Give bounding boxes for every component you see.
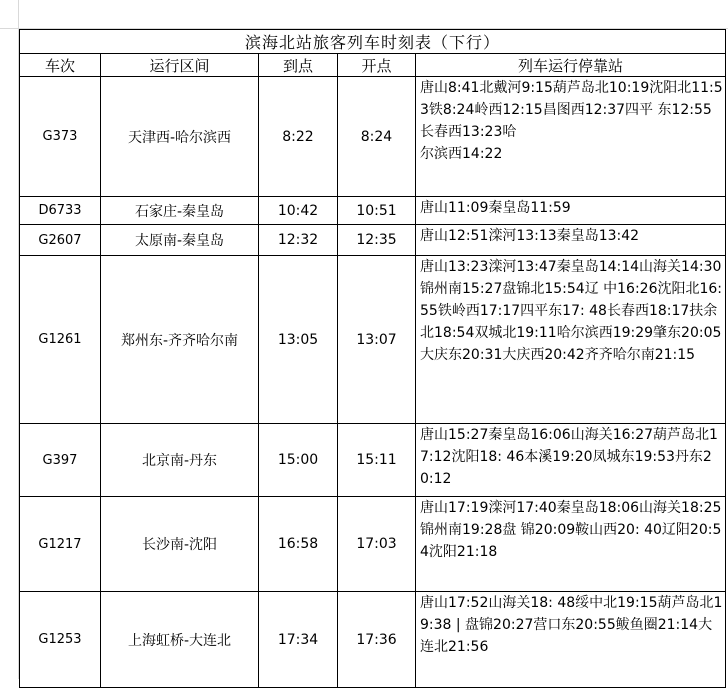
header-arrive: 到点 <box>259 54 338 77</box>
table-row <box>20 424 726 497</box>
depart-time: 10:51 <box>338 197 416 225</box>
table-row <box>20 592 726 688</box>
stop-list: 唐山15:27秦皇岛16:06山海关16:27葫芦岛北17:12沈阳18: 46本溪19:20凤城东19:53丹东20:12 <box>416 424 726 497</box>
depart-time: 12:35 <box>338 225 416 256</box>
table-row <box>20 256 726 424</box>
train-number: G2607 <box>20 225 101 256</box>
depart-time: 15:11 <box>338 424 416 497</box>
header-depart: 开点 <box>338 54 416 77</box>
route: 天津西-哈尔滨西 <box>101 77 259 197</box>
table-row <box>20 497 726 592</box>
train-number: G1253 <box>20 592 101 688</box>
route: 上海虹桥-大连北 <box>101 592 259 688</box>
train-number: G1261 <box>20 256 101 424</box>
stop-list: 唐山8:41北戴河9:15葫芦岛北10:19沈阳北11:53铁8:24岭西12:15昌图西12:37四平 东12:55长春西13:23哈 尔滨西14:22 <box>416 77 726 197</box>
train-number: G397 <box>20 424 101 497</box>
train-number: D6733 <box>20 197 101 225</box>
train-number: G1217 <box>20 497 101 592</box>
stop-list: 唐山11:09秦皇岛11:59 <box>416 197 726 225</box>
header-stops: 列车运行停靠站 <box>416 54 726 77</box>
stop-list: 唐山13:23滦河13:47秦皇岛14:14山海关14:30锦州南15:27盘锦北15:54辽 中16:26沈阳北16:55铁岭西17:17四平东17: 48长春西18:17扶余北18:54双城北19:11哈尔滨西19:29肇东20:05大庆东20:31大庆西20:42齐齐哈尔南21:15 <box>416 256 726 424</box>
stop-list: 唐山17:19滦河17:40秦皇岛18:06山海关18:25锦州南19:28盘 锦20:09鞍山西20: 40辽阳20:54沈阳21:18 <box>416 497 726 592</box>
table-title: 滨海北站旅客列车时刻表（下行） <box>20 30 726 54</box>
depart-time: 17:36 <box>338 592 416 688</box>
route: 郑州东-齐齐哈尔南 <box>101 256 259 424</box>
depart-time: 13:07 <box>338 256 416 424</box>
title-row <box>20 30 726 54</box>
arrive-time: 13:05 <box>259 256 338 424</box>
table-row <box>20 225 726 256</box>
stop-list: 唐山12:51滦河13:13秦皇岛13:42 <box>416 225 726 256</box>
header-route: 运行区间 <box>101 54 259 77</box>
route: 太原南-秦皇岛 <box>101 225 259 256</box>
arrive-time: 8:22 <box>259 77 338 197</box>
route: 石家庄-秦皇岛 <box>101 197 259 225</box>
train-number: G373 <box>20 77 101 197</box>
arrive-time: 10:42 <box>259 197 338 225</box>
table-row <box>20 77 726 197</box>
table-row <box>20 197 726 225</box>
arrive-time: 17:34 <box>259 592 338 688</box>
arrive-time: 16:58 <box>259 497 338 592</box>
timetable <box>19 29 726 688</box>
route: 长沙南-沈阳 <box>101 497 259 592</box>
depart-time: 8:24 <box>338 77 416 197</box>
arrive-time: 15:00 <box>259 424 338 497</box>
stop-list: 唐山17:52山海关18: 48绥中北19:15葫芦岛北19:38 | 盘锦20:27营口东20:55鲅鱼圈21:14大连北21:56 <box>416 592 726 688</box>
arrive-time: 12:32 <box>259 225 338 256</box>
header-train-no: 车次 <box>20 54 101 77</box>
depart-time: 17:03 <box>338 497 416 592</box>
route: 北京南-丹东 <box>101 424 259 497</box>
header-row <box>20 54 726 77</box>
